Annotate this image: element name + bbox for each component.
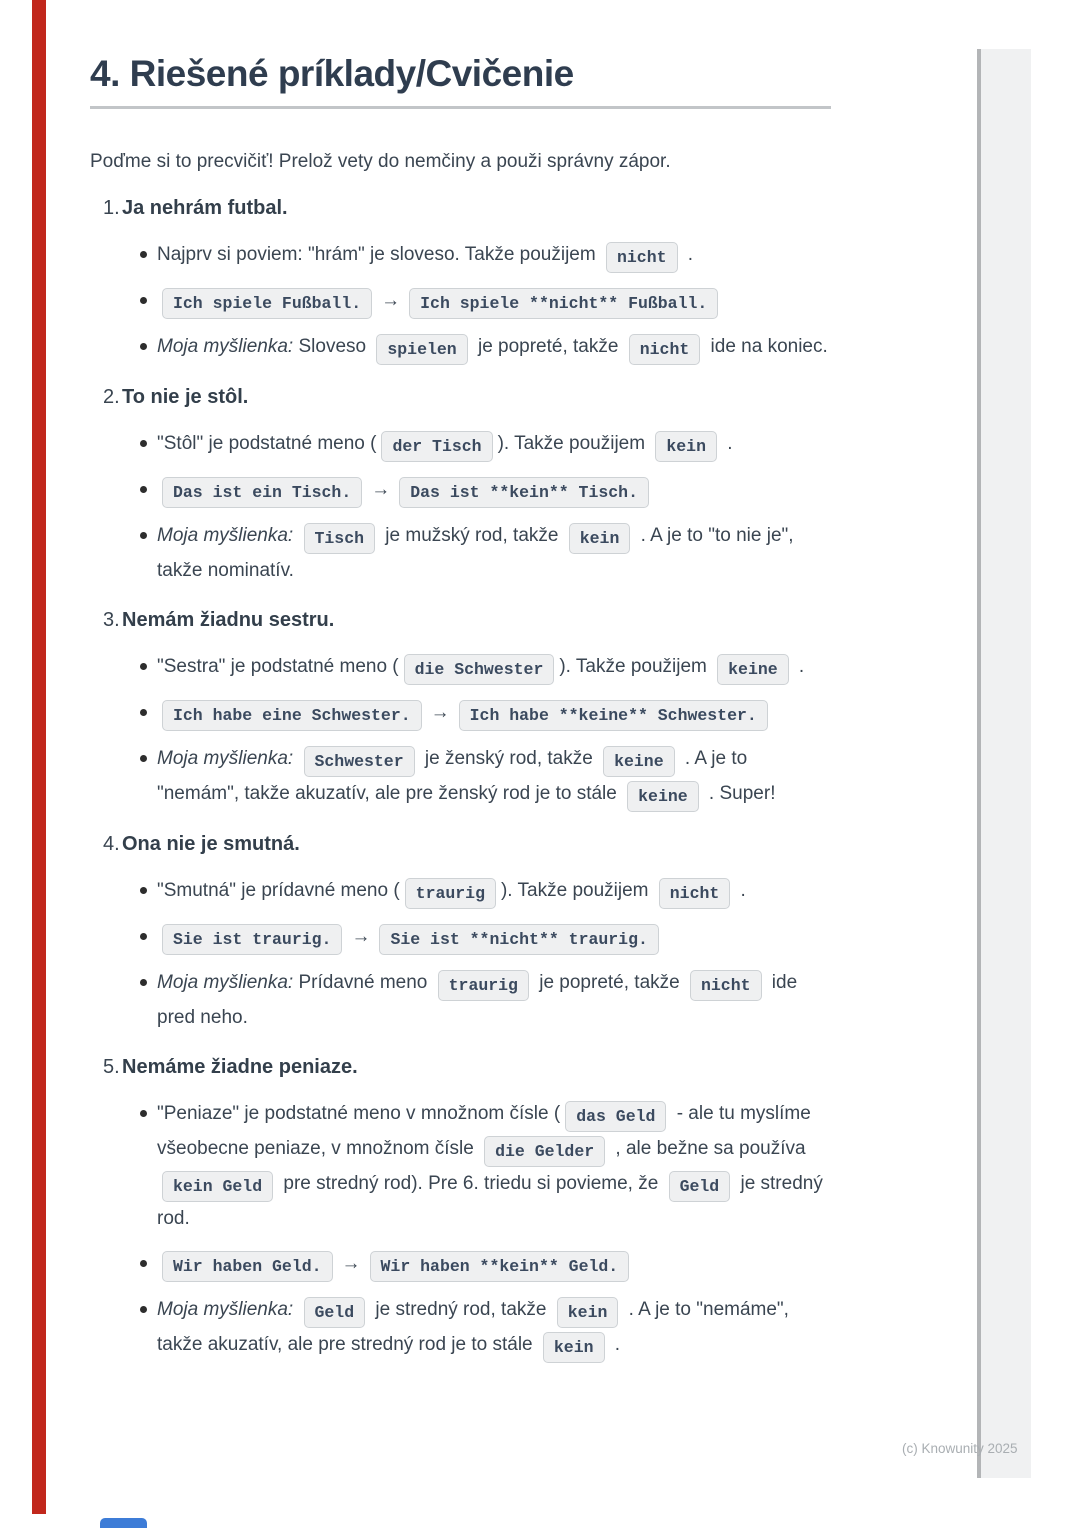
text-span: ide pred neho.	[157, 972, 798, 1028]
text-span: . A je to "nemáme", takže akuzatív, ale pre stredný rod je to stále	[157, 1299, 789, 1355]
code-chip: keine	[627, 781, 699, 812]
italic-label: Moja myšlienka:	[157, 748, 294, 769]
code-chip: keine	[603, 746, 675, 777]
exercise-number: 4.	[103, 833, 120, 855]
bullet-list	[90, 1097, 831, 1363]
code-chip: kein	[557, 1297, 619, 1328]
exercise-item	[90, 385, 831, 588]
code-chip: Das ist **kein** Tisch.	[399, 477, 649, 508]
text-span: ). Takže použijem	[559, 656, 713, 677]
text-span: . A je to "to nie je", takže nominatív.	[157, 525, 794, 581]
exercise-number: 5.	[103, 1056, 120, 1078]
arrow-icon: →	[351, 926, 371, 947]
exercise-heading	[90, 832, 831, 856]
code-chip: keine	[717, 654, 789, 685]
exercise-item	[90, 196, 831, 365]
text-span: ). Takže použijem	[500, 880, 654, 901]
text-span: je stredný rod.	[157, 1173, 823, 1229]
page-title: 4. Riešené príklady/Cvičenie	[90, 52, 831, 109]
code-chip: traurig	[405, 878, 496, 909]
code-chip: nicht	[629, 334, 701, 365]
code-chip: nicht	[606, 242, 678, 273]
code-chip: der Tisch	[381, 431, 492, 462]
intro-paragraph: Poďme si to precvičiť! Prelož vety do nemčiny a použi správny zápor.	[90, 151, 671, 172]
bullet-item	[157, 874, 831, 909]
exercise-heading	[90, 608, 831, 632]
bullet-list	[90, 238, 831, 365]
bullet-list	[90, 874, 831, 1035]
exercise-item	[90, 1055, 831, 1363]
code-chip: Wir haben **kein** Geld.	[370, 1251, 630, 1282]
text-span: je stredný rod, takže	[370, 1299, 552, 1320]
arrow-icon: →	[341, 1253, 361, 1274]
arrow-icon: →	[381, 290, 401, 311]
exercise-list	[90, 196, 831, 1363]
exercise-heading	[90, 196, 831, 220]
text-span: .	[609, 1334, 621, 1355]
code-chip: Das ist ein Tisch.	[162, 477, 362, 508]
text-span: pre stredný rod). Pre 6. triedu si povieme, že	[278, 1173, 664, 1194]
code-chip: Ich spiele **nicht** Fußball.	[409, 288, 718, 319]
code-chip: kein	[543, 1332, 605, 1363]
text-span: Sloveso	[293, 336, 372, 357]
arrow-icon: →	[371, 479, 391, 500]
exercise-heading	[90, 1055, 831, 1079]
code-chip: kein	[655, 431, 717, 462]
text-span: Prídavné meno	[293, 972, 433, 993]
text-span: ide na koniec.	[705, 336, 828, 357]
text-span: je popreté, takže	[472, 336, 624, 357]
code-chip: Ich habe **keine** Schwester.	[459, 700, 768, 731]
bullet-item	[157, 920, 831, 955]
text-span: je mužský rod, takže	[380, 525, 564, 546]
code-chip: traurig	[438, 970, 529, 1001]
code-chip: Geld	[304, 1297, 366, 1328]
code-chip: kein Geld	[162, 1171, 273, 1202]
code-chip: spielen	[376, 334, 467, 365]
exercise-title: Ja nehrám futbal.	[122, 197, 288, 219]
code-chip: Sie ist traurig.	[162, 924, 342, 955]
code-chip: die Gelder	[484, 1136, 605, 1167]
italic-label: Moja myšlienka:	[157, 972, 294, 993]
cutoff-code-chip	[100, 1518, 147, 1528]
bullet-item	[157, 742, 831, 812]
italic-label: Moja myšlienka:	[157, 1299, 294, 1320]
text-span: je ženský rod, takže	[419, 748, 599, 769]
text-span: "Peniaze" je podstatné meno v množnom čísle (	[157, 1103, 561, 1124]
code-chip: Ich spiele Fußball.	[162, 288, 372, 319]
code-chip: Ich habe eine Schwester.	[162, 700, 422, 731]
exercise-number: 2.	[103, 386, 120, 408]
text-span: "Sestra" je podstatné meno (	[157, 656, 399, 677]
code-chip: nicht	[690, 970, 762, 1001]
bullet-item	[157, 1293, 831, 1363]
code-chip: das Geld	[565, 1101, 666, 1132]
bullet-item	[157, 330, 831, 365]
exercise-title: Nemám žiadnu sestru.	[122, 609, 335, 631]
text-span: je popreté, takže	[533, 972, 685, 993]
text-span	[293, 748, 298, 769]
text-span: Najprv si poviem: "hrám" je sloveso. Takže použijem	[157, 244, 601, 265]
text-span: "Stôl" je podstatné meno (	[157, 433, 377, 454]
text-span: .	[793, 656, 805, 677]
text-span: - ale tu myslíme všeobecne peniaze, v množnom čísle	[157, 1103, 811, 1159]
bullet-item	[157, 966, 831, 1035]
code-chip: die Schwester	[404, 654, 555, 685]
italic-label: Moja myšlienka:	[157, 336, 294, 357]
exercise-title: To nie je stôl.	[122, 386, 249, 408]
text-span: "Smutná" je prídavné meno (	[157, 880, 400, 901]
code-chip: Geld	[669, 1171, 731, 1202]
exercise-title: Nemáme žiadne peniaze.	[122, 1056, 358, 1078]
text-span: . A je to "nemám", takže akuzatív, ale pre ženský rod je to stále	[157, 748, 748, 804]
text-span: , ale bežne sa používa	[610, 1138, 806, 1159]
exercise-item	[90, 608, 831, 812]
italic-label: Moja myšlienka:	[157, 525, 294, 546]
bullet-item	[157, 473, 831, 508]
exercise-number: 1.	[103, 197, 120, 219]
bullet-item	[157, 427, 831, 462]
code-chip: nicht	[659, 878, 731, 909]
scrollbar-track[interactable]	[977, 49, 1031, 1478]
text-span: . Super!	[703, 783, 776, 804]
code-chip: Tisch	[304, 523, 376, 554]
code-chip: Sie ist **nicht** traurig.	[379, 924, 658, 955]
text-span: .	[735, 880, 746, 901]
exercise-title: Ona nie je smutná.	[122, 833, 300, 855]
arrow-icon: →	[430, 702, 450, 723]
bullet-item	[157, 650, 831, 685]
exercise-number: 3.	[103, 609, 120, 631]
bullet-list	[90, 427, 831, 588]
text-span	[293, 525, 298, 546]
bullet-list	[90, 650, 831, 812]
bullet-item	[157, 1097, 831, 1236]
text-span: ). Takže použijem	[497, 433, 651, 454]
text-span: .	[721, 433, 733, 454]
code-chip: Wir haben Geld.	[162, 1251, 333, 1282]
text-span	[293, 1299, 298, 1320]
left-accent-bar	[32, 0, 46, 1514]
document-content	[90, 0, 831, 1383]
bullet-item	[157, 284, 831, 319]
bullet-item	[157, 1247, 831, 1282]
text-span: .	[682, 244, 694, 265]
code-chip: Schwester	[304, 746, 415, 777]
bullet-item	[157, 238, 831, 273]
bullet-item	[157, 696, 831, 731]
bullet-item	[157, 519, 831, 588]
copyright-watermark: (c) Knowunity 2025	[902, 1441, 1018, 1456]
code-chip: kein	[569, 523, 631, 554]
exercise-item	[90, 832, 831, 1035]
exercise-heading	[90, 385, 831, 409]
